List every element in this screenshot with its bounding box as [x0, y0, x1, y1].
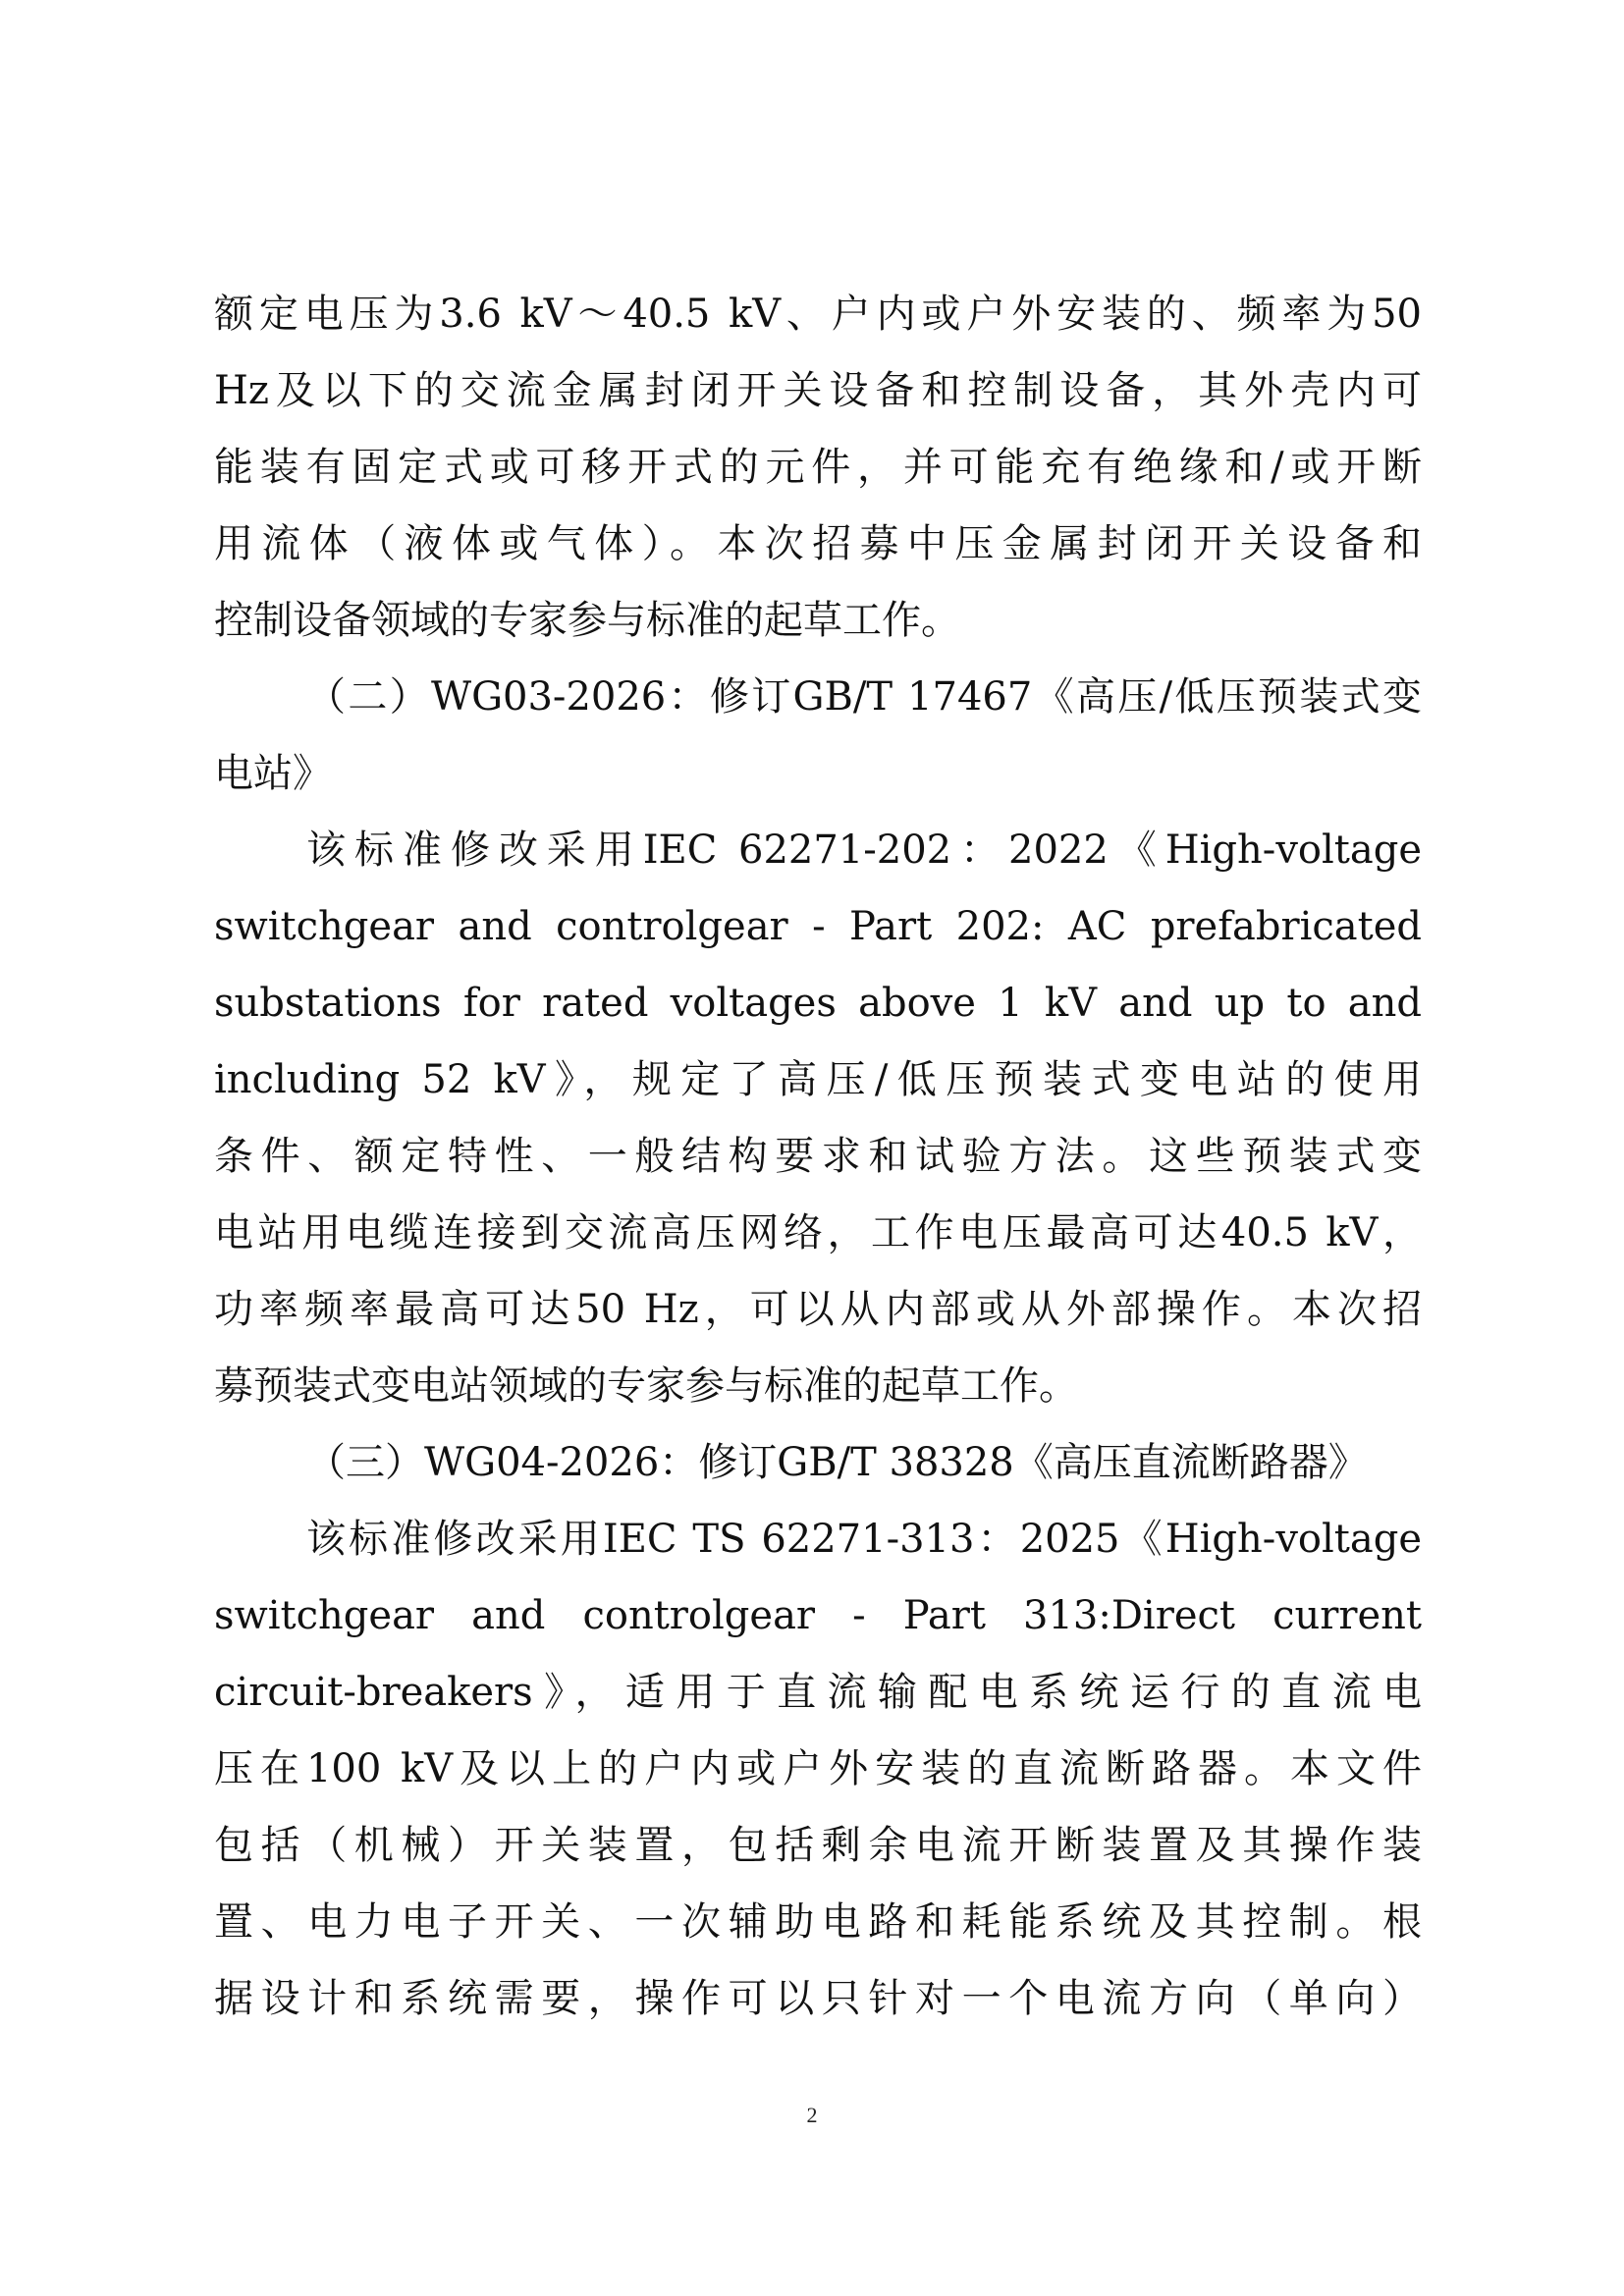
- page-number: 2: [806, 2103, 818, 2127]
- body-text-line: 该标准修改采用IEC 62271-202：2022《High-voltage: [306, 828, 1422, 873]
- body-text-line: 压在100 kV及以上的户内或户外安装的直流断路器。本文件: [214, 1746, 1422, 1791]
- section-heading-wg03: （二）WG03-2026：修订GB/T 17467《高压/低压预装式变: [306, 674, 1422, 720]
- body-text-line: 功率频率最高可达50 Hz，可以从内部或从外部操作。本次招: [214, 1287, 1422, 1332]
- section-heading-wg03-continued: 电站》: [214, 751, 332, 796]
- body-text-line: including 52 kV》，规定了高压/低压预装式变电站的使用: [214, 1057, 1422, 1102]
- body-text-line: switchgear and controlgear - Part 202: AC prefabricated: [214, 904, 1422, 949]
- body-text-line: 包括（机械）开关装置，包括剩余电流开断装置及其操作装: [214, 1823, 1422, 1868]
- body-text-line: Hz及以下的交流金属封闭开关设备和控制设备，其外壳内可: [214, 368, 1422, 413]
- body-text-line: substations for rated voltages above 1 kV and up to and: [214, 981, 1422, 1026]
- body-text-line: 条件、额定特性、一般结构要求和试验方法。这些预装式变: [214, 1134, 1422, 1179]
- body-text-line: 电站用电缆连接到交流高压网络，工作电压最高可达40.5 kV，: [214, 1210, 1422, 1255]
- body-text-line: 控制设备领域的专家参与标准的起草工作。: [214, 598, 960, 643]
- section-heading-wg04: （三）WG04-2026：修订GB/T 38328《高压直流断路器》: [306, 1440, 1368, 1485]
- body-text-line: 置、电力电子开关、一次辅助电路和耗能系统及其控制。根: [214, 1899, 1422, 1945]
- body-text-line: 该标准修改采用IEC TS 62271-313：2025《High-voltage: [306, 1517, 1422, 1562]
- body-text-line: 能装有固定式或可移开式的元件，并可能充有绝缘和/或开断: [214, 445, 1422, 490]
- body-text-line: 用流体（液体或气体）。本次招募中压金属封闭开关设备和: [214, 521, 1422, 566]
- body-text-line: 额定电压为3.6 kV～40.5 kV、户内或户外安装的、频率为50: [214, 292, 1422, 337]
- body-text-line: 据设计和系统需要，操作可以只针对一个电流方向（单向）: [214, 1976, 1422, 2021]
- body-text-line: switchgear and controlgear - Part 313:Direct current: [214, 1593, 1422, 1638]
- body-text-line: circuit-breakers》，适用于直流输配电系统运行的直流电: [214, 1670, 1422, 1715]
- body-text-line: 募预装式变电站领域的专家参与标准的起草工作。: [214, 1363, 1078, 1409]
